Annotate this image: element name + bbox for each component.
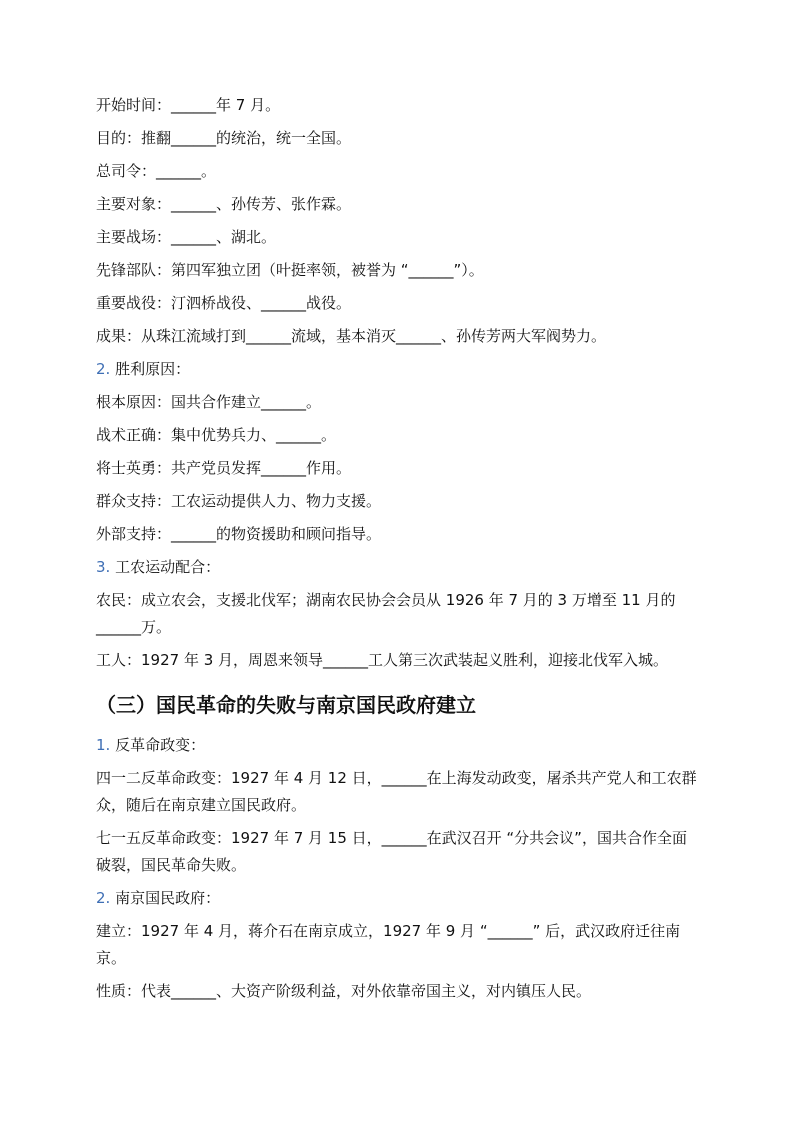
nanjing-government-number: 2. — [96, 889, 111, 907]
main-battlefield-line: 主要战场：______、湖北。 — [96, 228, 277, 246]
victory-reasons-heading-text: 胜利原因： — [115, 360, 191, 378]
workers-paragraph: 工人：1927 年 3 月，周恩来领导______工人第三次武装起义胜利，迎接北伐军入城。 — [96, 651, 669, 669]
nature-line: 性质：代表______、大资产阶级利益，对外依靠帝国主义，对内镇压人民。 — [96, 982, 592, 1000]
tactics-line: 战术正确：集中优势兵力、______。 — [96, 426, 337, 444]
masses-support-line: 群众支持：工农运动提供人力、物力支援。 — [96, 492, 382, 510]
nanjing-government-heading-text: 南京国民政府： — [115, 889, 221, 907]
fundamental-reason-line: 根本原因：国共合作建立______。 — [96, 393, 322, 411]
movement-number: 3. — [96, 558, 111, 576]
peasants-paragraph: 农民：成立农会，支援北伐军；湖南农民协会会员从 1926 年 7 月的 3 万增至 11 月的______万。 — [96, 591, 676, 636]
main-targets-line: 主要对象：______、孙传芳、张作霖。 — [96, 195, 352, 213]
soldiers-line: 将士英勇：共产党员发挥______作用。 — [96, 459, 352, 477]
document-body — [96, 92, 700, 1011]
results-line: 成果：从珠江流域打到______流域，基本消灭______、孙传芳两大军阀势力。 — [96, 327, 607, 345]
coup-heading — [96, 732, 700, 759]
vanguard-line: 先锋部队：第四军独立团（叶挺率领，被誉为 “______”）。 — [96, 261, 484, 279]
movement-heading-text: 工农运动配合： — [115, 558, 221, 576]
nanjing-government-heading — [96, 885, 700, 912]
april-coup-paragraph: 四一二反革命政变：1927 年 4 月 12 日，______在上海发动政变，屠杀共产党人和工农群众，随后在南京建立国民政府。 — [96, 769, 697, 814]
victory-reasons-heading — [96, 356, 700, 383]
coup-number: 1. — [96, 736, 111, 754]
july-coup-paragraph: 七一五反革命政变：1927 年 7 月 15 日，______在武汉召开 “分共会议”，国共合作全面破裂，国民革命失败。 — [96, 829, 687, 874]
founding-paragraph: 建立：1927 年 4 月，蒋介石在南京成立，1927 年 9 月 “______” 后，武汉政府迁往南京。 — [96, 922, 681, 967]
start-time-line: 开始时间：______年 7 月。 — [96, 96, 281, 114]
external-support-line: 外部支持：______的物资援助和顾问指导。 — [96, 525, 382, 543]
victory-reasons-number: 2. — [96, 360, 111, 378]
movement-heading — [96, 554, 700, 581]
section-title: （三）国民革命的失败与南京国民政府建立 — [96, 693, 476, 717]
purpose-line: 目的：推翻______的统治，统一全国。 — [96, 129, 352, 147]
coup-heading-text: 反革命政变： — [115, 736, 206, 754]
key-battles-line: 重要战役：汀泗桥战役、______战役。 — [96, 294, 352, 312]
commander-line: 总司令：______。 — [96, 162, 217, 180]
